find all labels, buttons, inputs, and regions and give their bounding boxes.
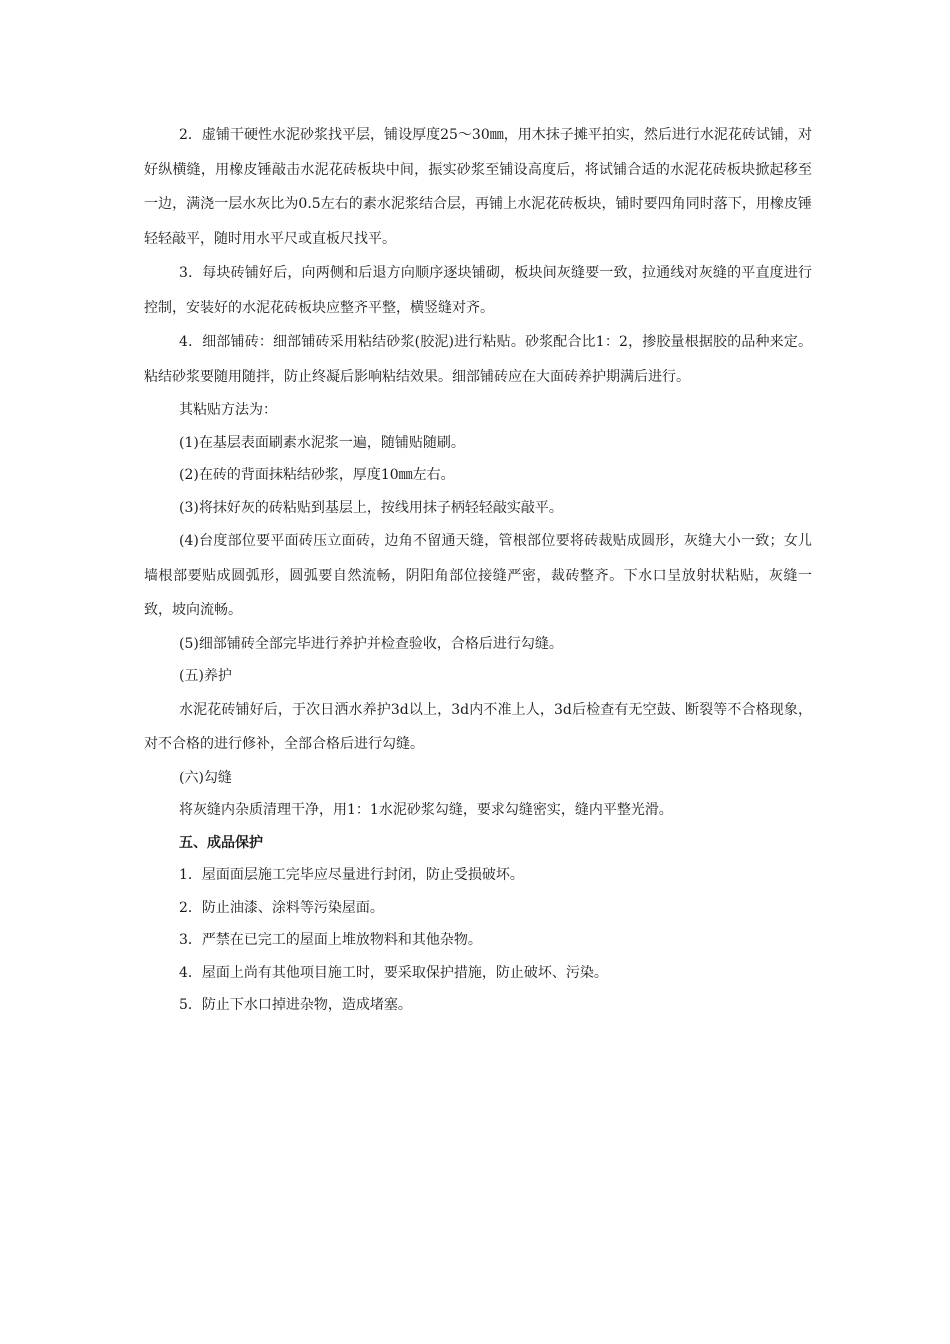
heading-finished-protection: 五、成品保护 <box>179 834 263 851</box>
method-item-2: (2)在砖的背面抹粘结砂浆，厚度10㎜左右。 <box>179 467 455 483</box>
method-item-5: (5)细部铺砖全部完毕进行养护并检查验收，合格后进行勾缝。 <box>179 635 563 652</box>
method-item-3: (3)将抹好灰的砖粘贴到基层上，按线用抹子柄轻轻敲实敲平。 <box>179 499 563 516</box>
method-item-4: (4)台度部位要平面砖压立面砖，边角不留通天缝，管根部位要将砖裁贴成圆形，灰缝大小一致；女儿墙根部要贴成圆弧形，圆弧要自然流畅，阴阳角部位接缝严密，裁砖整齐。下水口呈放射状粘贴，灰缝一致，坡向流畅。 <box>144 533 812 618</box>
protection-item-5: 5．防止下水口掉进杂物，造成堵塞。 <box>179 997 412 1013</box>
paragraph-step-4: 4．细部铺砖：细部铺砖采用粘结砂浆(胶泥)进行粘贴。砂浆配合比1：2，掺胶量根据胶的品种来定。粘结砂浆要随用随拌，防止终凝后影响粘结效果。细部铺砖应在大面砖养护期满后进行。 <box>144 334 812 385</box>
section-pointing-title: (六)勾缝 <box>179 769 232 786</box>
section-curing-title: (五)养护 <box>179 668 232 684</box>
paragraph-step-2: 2．虚铺干硬性水泥砂浆找平层，铺设厚度25～30㎜，用木抹子摊平拍实，然后进行水泥花砖试铺，对好纵横缝，用橡皮锤敲击水泥花砖板块中间，振实砂浆至铺设高度后，将试铺合适的水泥花砖板块掀起移至一边，满浇一层水灰比为0.5左右的素水泥浆结合层，再铺上水泥花砖板块，铺时要四角同时落下，用橡皮锤轻轻敲平，随时用水平尺或直板尺找平。 <box>144 127 812 247</box>
method-intro: 其粘贴方法为： <box>179 402 277 418</box>
paragraph-step-3: 3．每块砖铺好后，向两侧和后退方向顺序逐块铺砌，板块间灰缝要一致，拉通线对灰缝的平直度进行控制，安装好的水泥花砖板块应整齐平整，横竖缝对齐。 <box>144 265 812 316</box>
section-pointing-body: 将灰缝内杂质清理干净，用1：1水泥砂浆勾缝，要求勾缝密实，缝内平整光滑。 <box>179 802 673 818</box>
protection-item-3: 3．严禁在已完工的屋面上堆放物料和其他杂物。 <box>179 932 482 948</box>
section-curing-body: 水泥花砖铺好后，于次日洒水养护3d以上，3d内不准上人，3d后检查有无空鼓、断裂等不合格现象，对不合格的进行修补，全部合格后进行勾缝。 <box>144 701 812 752</box>
protection-item-4: 4．屋面上尚有其他项目施工时，要采取保护措施，防止破坏、污染。 <box>179 964 608 981</box>
protection-item-1: 1．屋面面层施工完毕应尽量进行封闭，防止受损破坏。 <box>179 867 524 883</box>
protection-item-2: 2．防止油漆、涂料等污染屋面。 <box>179 899 384 916</box>
method-item-1: (1)在基层表面刷素水泥浆一遍，随铺贴随刷。 <box>179 434 465 451</box>
document-body <box>144 118 812 1022</box>
